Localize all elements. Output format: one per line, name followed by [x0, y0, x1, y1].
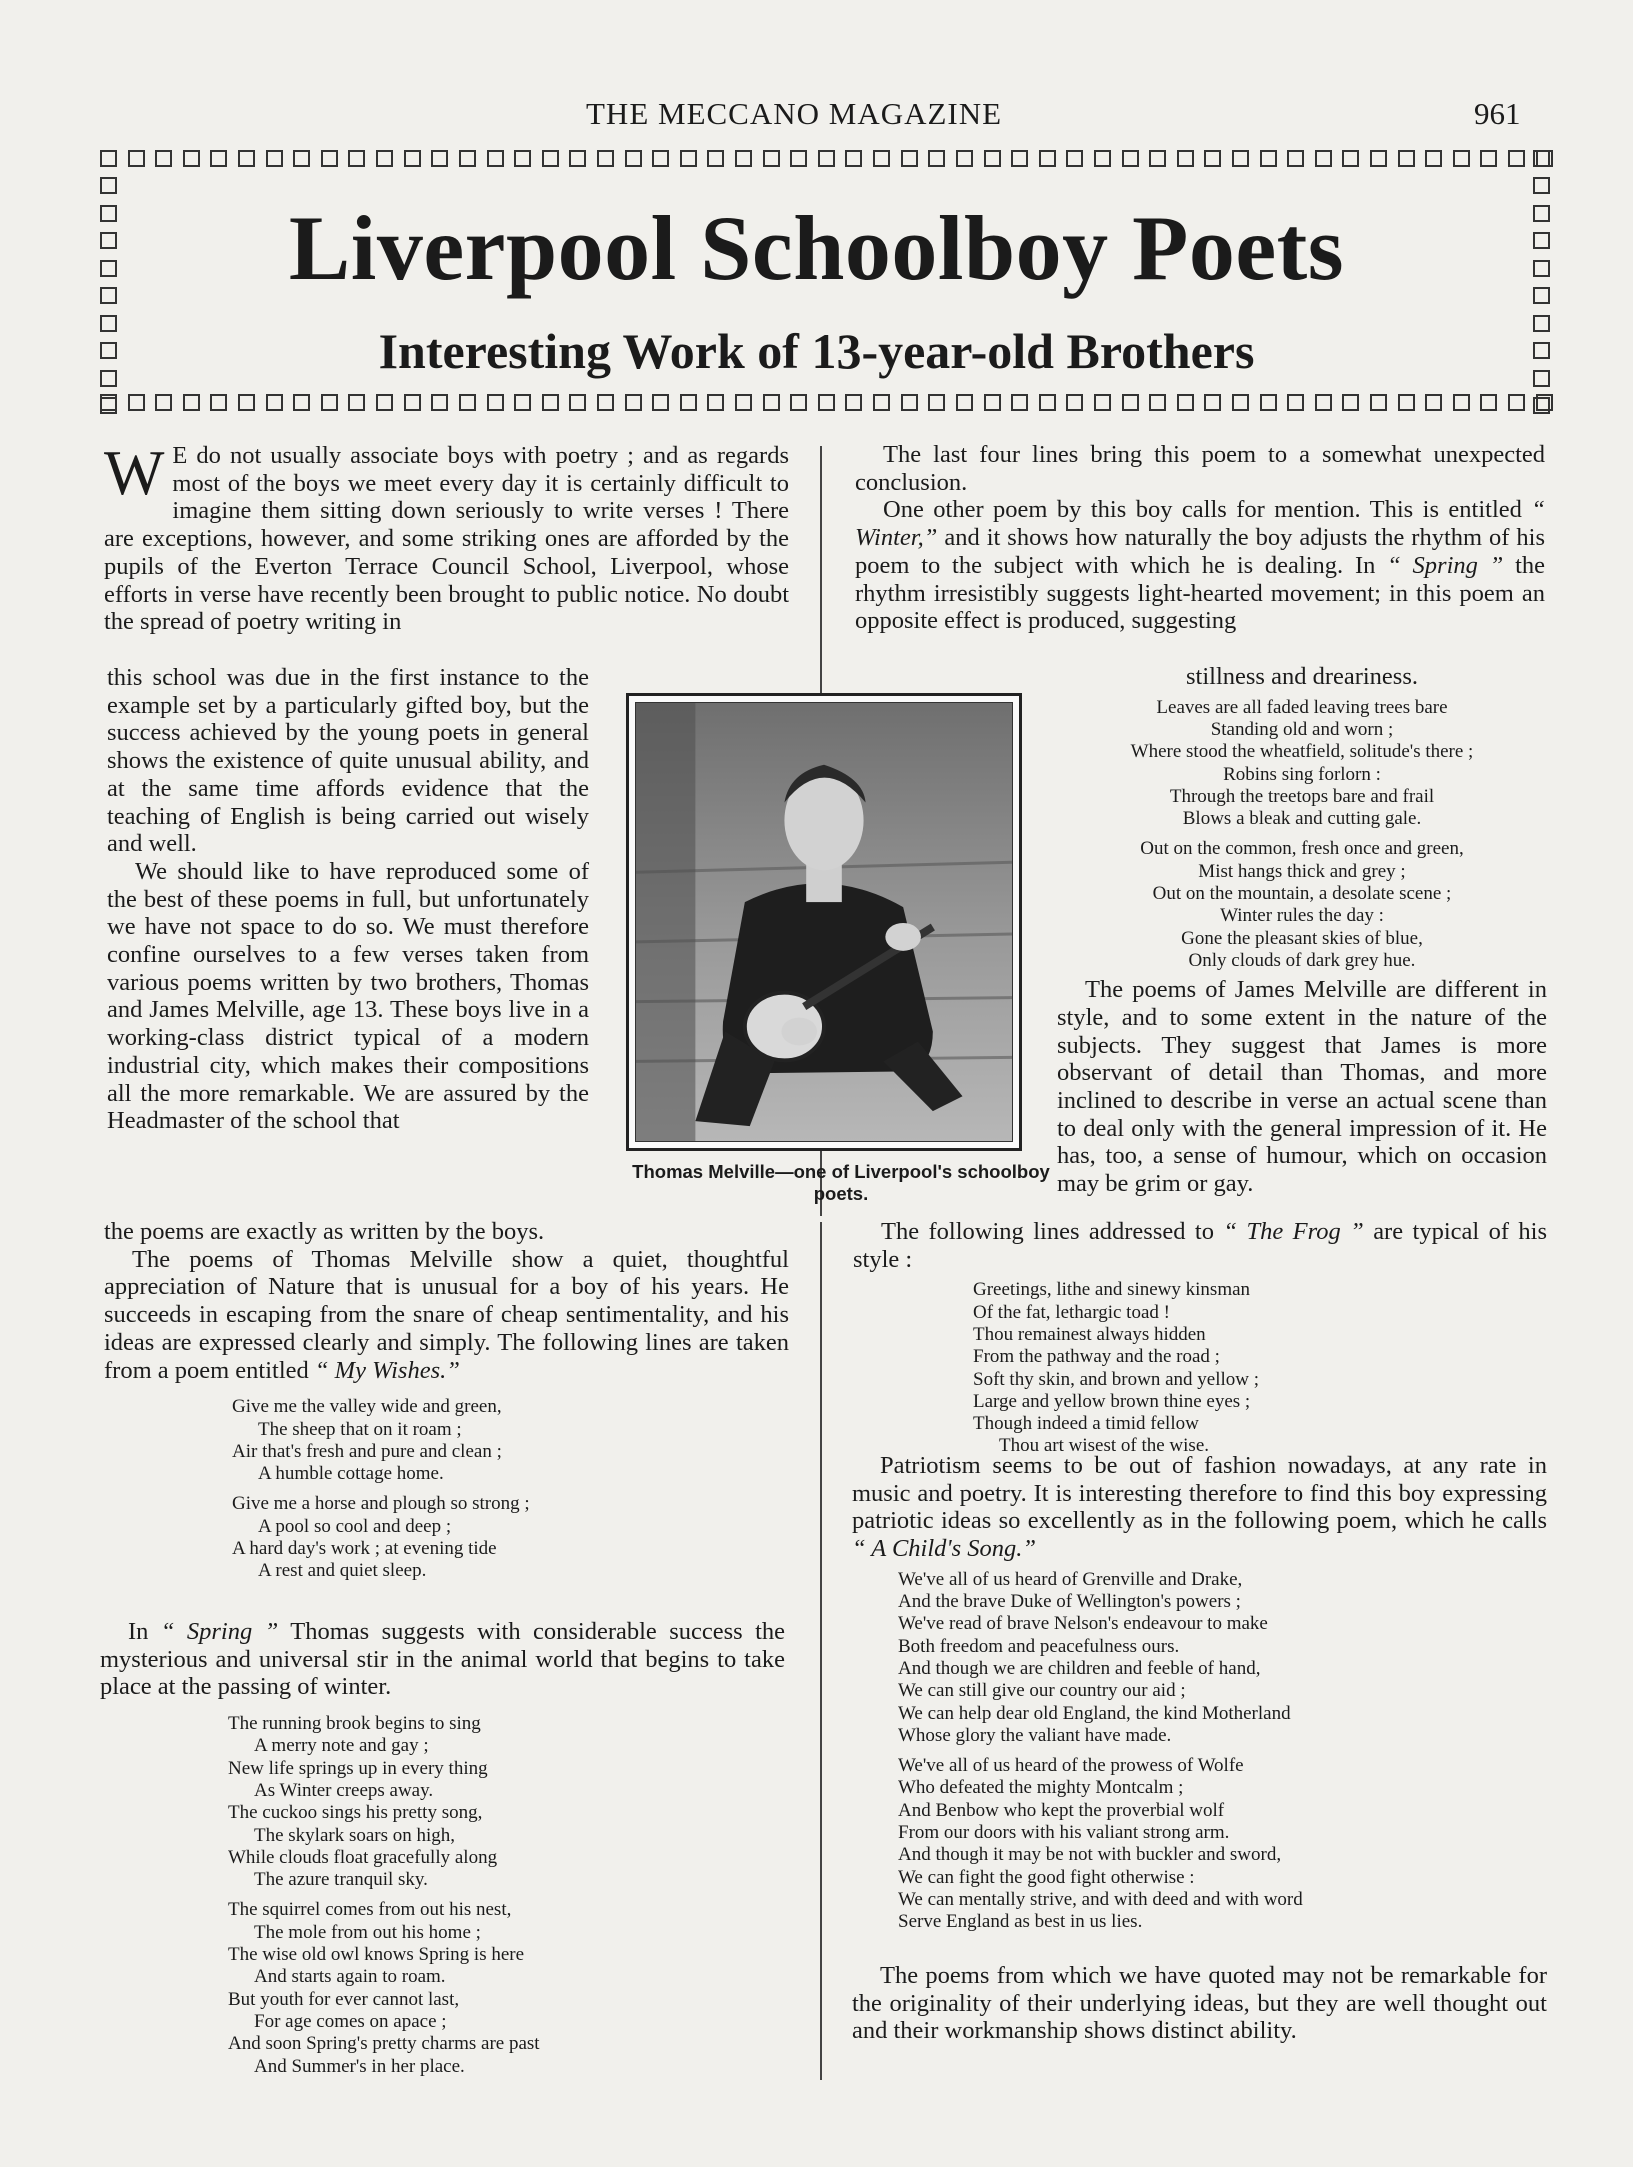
poem-line: We've all of us heard of Grenville and Drake, [898, 1568, 1243, 1590]
poem-line: The wise old owl knows Spring is here [228, 1944, 525, 1966]
border-square [790, 150, 807, 167]
border-square [1342, 394, 1359, 411]
stillness-line: stillness and dreariness. [1185, 663, 1419, 690]
poem-line: New life springs up in every thing [228, 1757, 488, 1779]
border-square [128, 394, 145, 411]
border-square [1342, 150, 1359, 167]
narrow-text-left [107, 664, 589, 1135]
poem-frog [973, 1279, 1547, 1457]
border-square [266, 150, 283, 167]
poem-line: A rest and quiet sleep. [258, 1560, 427, 1582]
border-square [1066, 394, 1083, 411]
border-square [100, 177, 117, 194]
poem-line: The cuckoo sings his pretty song, [228, 1802, 483, 1824]
poem-line: The mole from out his home ; [254, 1921, 481, 1943]
border-square [155, 394, 172, 411]
poem-line: Mist hangs thick and grey ; [1198, 860, 1406, 882]
border-square [1533, 397, 1550, 414]
border-square [1204, 150, 1221, 167]
border-square [1122, 394, 1139, 411]
border-square [404, 150, 421, 167]
border-square [1508, 394, 1525, 411]
boy-with-banjo-photo [635, 702, 1013, 1142]
poem-line: And though we are children and feeble of hand, [898, 1658, 1261, 1679]
poem-line: While clouds float gracefully along [228, 1846, 498, 1868]
border-square [210, 394, 227, 411]
patriotism-section [852, 1452, 1547, 1934]
border-square [100, 397, 117, 414]
border-square [1453, 150, 1470, 167]
border-square [790, 394, 807, 411]
border-square [928, 394, 945, 411]
border-square [928, 150, 945, 167]
poem-line: We can help dear old England, the kind Motherland [898, 1702, 1291, 1724]
poem-line: Where stood the wheatfield, solitude's there ; [1130, 741, 1474, 763]
poem-line: Thou art wisest of the wise. [999, 1435, 1210, 1457]
poem-line: A merry note and gay ; [254, 1735, 429, 1757]
frog-title: “ The Frog ” [1223, 1218, 1364, 1245]
border-square [1533, 150, 1550, 167]
border-square [1370, 394, 1387, 411]
paragraph-closing: The poems from which we have quoted may not be remarkable for the originality of their underlying ideas, but they are well thought out and their workmanship shows distinct ability. [852, 1962, 1547, 2045]
drop-cap: W [104, 437, 165, 508]
border-square [1177, 394, 1194, 411]
article-subtitle: Interesting Work of 13-year-old Brothers [378, 323, 1255, 379]
my-wishes-title: “ My Wishes.” [314, 1356, 460, 1384]
border-square [1315, 394, 1332, 411]
poem-line: The running brook begins to sing [228, 1713, 481, 1735]
poem-line: Robins sing forlorn : [1223, 763, 1381, 785]
poem-line: Blows a bleak and cutting gale. [1182, 808, 1422, 830]
border-square [707, 150, 724, 167]
border-square [569, 394, 586, 411]
border-square [183, 150, 200, 167]
narrow-text-right [1057, 663, 1547, 1198]
poem-line: And the brave Duke of Wellington's powers ; [898, 1591, 1241, 1613]
poem-line: The sheep that on it roam ; [258, 1418, 462, 1440]
poem-line: Gone the pleasant skies of blue, [1181, 927, 1423, 949]
poem-line: Only clouds of dark grey hue. [1188, 949, 1416, 971]
poem-line: The azure tranquil sky. [254, 1869, 428, 1891]
frog-text-b: are typical of his style : [853, 1218, 1548, 1273]
spring-title: “ Spring ” [160, 1618, 279, 1645]
poem-line: As Winter creeps away. [254, 1780, 434, 1801]
border-square [238, 150, 255, 167]
border-square [487, 394, 504, 411]
border-square [1094, 394, 1111, 411]
poem-line: Winter rules the day : [1220, 905, 1384, 927]
border-square [293, 394, 310, 411]
border-square [459, 394, 476, 411]
border-square [818, 150, 835, 167]
border-square [404, 394, 421, 411]
winter-text-b: and it shows how naturally the boy adjusts the rhythm of his poem to the subject with which he is dealing. In [855, 524, 1546, 579]
border-square [1480, 150, 1497, 167]
border-square [1232, 394, 1249, 411]
border-square [210, 150, 227, 167]
poem-line: Large and yellow brown thine eyes ; [973, 1390, 1251, 1412]
poem-line: For age comes on apace ; [254, 2010, 447, 2032]
column-two-top [855, 441, 1545, 635]
poem-line: Through the treetops bare and frail [1169, 785, 1435, 807]
border-square [1204, 394, 1221, 411]
border-square [487, 150, 504, 167]
patriotism-text: Patriotism seems to be out of fashion nowadays, at any rate in music and poetry. It is interesting therefore to find this boy expressing patriotic ideas so excellently as in the following poem, which he calls [852, 1452, 1547, 1535]
paragraph-first-instance: this school was due in the first instance to the example set by a particularly gifted boy, but the success achieved by the young poets in general shows the existence of quite unusual ability, and at the same time affords evidence that the teaching of English is being carried out wisely and well. [107, 664, 589, 858]
border-square [348, 394, 365, 411]
border-bottom-row [100, 394, 1553, 414]
poem-line: Whose glory the valiant have made. [898, 1724, 1172, 1746]
poem-line: But youth for ever cannot last, [228, 1988, 460, 2010]
poem-line: From the pathway and the road ; [973, 1346, 1220, 1368]
border-square [597, 150, 614, 167]
border-square [128, 150, 145, 167]
border-square [735, 150, 752, 167]
poem-line: A humble cottage home. [258, 1463, 444, 1485]
border-square [1177, 150, 1194, 167]
border-square [873, 150, 890, 167]
border-square [1094, 150, 1111, 167]
poem-line: And though it may be not with buckler and sword, [898, 1844, 1282, 1866]
paragraph-james [1057, 976, 1547, 1198]
frog-text-a: The following lines addressed to [881, 1218, 1214, 1245]
border-square [266, 394, 283, 411]
poem-line: Leaves are all faded leaving trees bare [1156, 696, 1448, 718]
border-square [845, 394, 862, 411]
poem-line: Who defeated the mighty Montcalm ; [898, 1777, 1184, 1799]
border-square [514, 394, 531, 411]
poem-line: Of the fat, lethargic toad ! [973, 1301, 1170, 1323]
poem-line: Out on the mountain, a desolate scene ; [1152, 883, 1452, 905]
border-square [1149, 394, 1166, 411]
border-square [901, 394, 918, 411]
poem-line: Give me the valley wide and green, [232, 1396, 502, 1418]
paragraph-reproduced: We should like to have reproduced some of the best of these poems in full, but unfortunately we have not space to do so. We must therefore confine ourselves to a few verses taken from various poems written by two brothers, Thomas and James Melville, age 13. These boys live in a working-class district typical of a modern industrial city, which makes their compositions all the more remarkable. We are assured by the Headmaster of the school that [107, 857, 589, 1135]
border-square [984, 150, 1001, 167]
border-square [763, 150, 780, 167]
spring-text-b: Thomas suggests with considerable success the mysterious and universal stir in the animal world that begins to take place at the passing of winter. [100, 1618, 786, 1701]
poem-line: And starts again to roam. [254, 1966, 446, 1988]
spring-section [100, 1618, 785, 2078]
border-square [1149, 150, 1166, 167]
poem-spring [228, 1713, 785, 2078]
border-square [956, 150, 973, 167]
winter-text-c: the rhythm irresistibly suggests light-hearted movement; in this poem an opposite effect is produced, suggesting [855, 551, 1546, 635]
poem-line: Greetings, lithe and sinewy kinsman [973, 1279, 1251, 1301]
border-square [625, 150, 642, 167]
border-square [459, 150, 476, 167]
border-square [514, 150, 531, 167]
border-square [431, 150, 448, 167]
poem-line: Give me a horse and plough so strong ; [232, 1493, 530, 1515]
border-square [1260, 394, 1277, 411]
border-square [1232, 150, 1249, 167]
border-square [707, 394, 724, 411]
border-square [597, 394, 614, 411]
poem-line: We've read of brave Nelson's endeavour to make [898, 1613, 1268, 1635]
border-square [680, 394, 697, 411]
poem-my-wishes [232, 1396, 789, 1582]
border-square [1122, 150, 1139, 167]
border-square [652, 150, 669, 167]
border-square [1011, 394, 1028, 411]
poem-line: We can mentally strive, and with deed and with word [898, 1888, 1303, 1910]
intro-paragraph [104, 437, 789, 636]
spring-text-a: In [128, 1618, 149, 1645]
poem-line: We can fight the good fight otherwise : [898, 1866, 1195, 1888]
border-square [1287, 150, 1304, 167]
border-square [763, 394, 780, 411]
border-square [155, 150, 172, 167]
border-square [652, 394, 669, 411]
poem-winter [1057, 697, 1547, 973]
poem-line: Both freedom and peacefulness ours. [898, 1635, 1180, 1657]
border-square [321, 150, 338, 167]
paragraph-exactly-written: the poems are exactly as written by the boys. [104, 1218, 545, 1245]
poem-childs-song [898, 1569, 1547, 1934]
border-square [1533, 177, 1550, 194]
james-text: The poems of James Melville are different in style, and to some extent in the nature of the subjects. They suggest that James is more observant of detail than Thomas, and more inclined to describe in verse an actual scene than to deal only with the general impression of it. He has, too, a sense of humour, which on occasion may be grim or gay. [1057, 976, 1547, 1198]
border-square [376, 150, 393, 167]
intro-text: E do not usually associate boys with poetry ; and as regards most of the boys we meet every day it is certainly difficult to imagine them sitting down seriously to write verses ! There are exceptions, however, and some striking ones are afforded by the pupils of the Everton Terrace Council School, Liverpool, whose efforts in verse have recently been brought to public notice. No doubt the spread of poetry writing in [104, 442, 789, 636]
border-square [293, 150, 310, 167]
border-square [956, 394, 973, 411]
poem-line: And soon Spring's pretty charms are past [228, 2033, 540, 2055]
paragraph-spring [100, 1618, 785, 1701]
spring-ref-title: “ Spring ” [1387, 551, 1504, 579]
border-square [901, 150, 918, 167]
poem-line: Thou remainest always hidden [973, 1324, 1206, 1345]
border-square [845, 150, 862, 167]
poem-line: We can still give our country our aid ; [898, 1680, 1186, 1702]
paragraph-patriotism [852, 1452, 1547, 1563]
poem-line: A hard day's work ; at evening tide [232, 1538, 497, 1559]
border-square [1039, 394, 1056, 411]
border-square [1453, 394, 1470, 411]
photo-caption: Thomas Melville—one of Liverpool's schoolboy poets. [632, 1161, 1050, 1204]
closing-section [852, 1962, 1547, 2045]
thomas-section [104, 1218, 789, 1583]
border-square [1480, 394, 1497, 411]
border-square [1287, 394, 1304, 411]
page-number: 961 [1474, 96, 1521, 131]
frog-section [853, 1218, 1547, 1458]
border-top-row [100, 150, 1553, 170]
border-square [238, 394, 255, 411]
border-square [735, 394, 752, 411]
paragraph-winter [855, 496, 1545, 635]
border-square [680, 150, 697, 167]
poem-line: Serve England as best in us lies. [898, 1911, 1143, 1933]
winter-text-a: One other poem by this boy calls for mention. This is entitled [883, 496, 1522, 524]
poem-line: Soft thy skin, and brown and yellow ; [973, 1368, 1260, 1390]
running-title: THE MECCANO MAGAZINE [586, 96, 1003, 131]
border-square [183, 394, 200, 411]
poem-line: Out on the common, fresh once and green, [1140, 838, 1464, 860]
border-square [1370, 150, 1387, 167]
border-square [348, 150, 365, 167]
border-square [321, 394, 338, 411]
border-square [625, 394, 642, 411]
column-rule-lower [820, 1222, 822, 2080]
border-square [1066, 150, 1083, 167]
poem-line: From our doors with his valiant strong arm. [898, 1822, 1230, 1844]
border-square [818, 394, 835, 411]
border-square [100, 150, 117, 167]
border-square [431, 394, 448, 411]
border-square [1039, 150, 1056, 167]
winter-title: “ Winter,” [855, 496, 1546, 552]
border-square [1011, 150, 1028, 167]
border-square [1260, 150, 1277, 167]
border-square [1315, 150, 1332, 167]
thomas-text: The poems of Thomas Melville show a quiet, thoughtful appreciation of Nature that is unusual for a boy of his years. He succeeds in escaping from the snare of cheap sentimentality, and his ideas are expressed clearly and simply. The following lines are taken from a poem entitled [104, 1245, 789, 1384]
border-square [542, 150, 559, 167]
paragraph-unexpected: The last four lines bring this poem to a somewhat unexpected conclusion. [855, 441, 1545, 496]
poem-line: A pool so cool and deep ; [258, 1515, 452, 1537]
article-title: Liverpool Schoolboy Poets [288, 197, 1345, 299]
poem-line: The skylark soars on high, [254, 1824, 456, 1846]
poem-line: Standing old and worn ; [1210, 719, 1394, 740]
border-square [1425, 394, 1442, 411]
border-square [1398, 150, 1415, 167]
border-square [1508, 150, 1525, 167]
poem-line: And Summer's in her place. [254, 2055, 465, 2077]
border-square [569, 150, 586, 167]
photo-frame [626, 693, 1022, 1151]
border-square [376, 394, 393, 411]
paragraph-frog [853, 1218, 1547, 1273]
border-square [1398, 394, 1415, 411]
border-square [984, 394, 1001, 411]
border-square [1425, 150, 1442, 167]
poem-line: We've all of us heard of the prowess of Wolfe [898, 1755, 1244, 1777]
paragraph-thomas [104, 1246, 789, 1385]
border-square [542, 394, 559, 411]
poem-line: Though indeed a timid fellow [973, 1413, 1199, 1435]
childs-song-title: “ A Child's Song.” [852, 1535, 1037, 1563]
poem-line: Air that's fresh and pure and clean ; [232, 1440, 502, 1462]
poem-line: And Benbow who kept the proverbial wolf [898, 1799, 1225, 1821]
poem-line: The squirrel comes from out his nest, [228, 1899, 512, 1921]
border-square [873, 394, 890, 411]
